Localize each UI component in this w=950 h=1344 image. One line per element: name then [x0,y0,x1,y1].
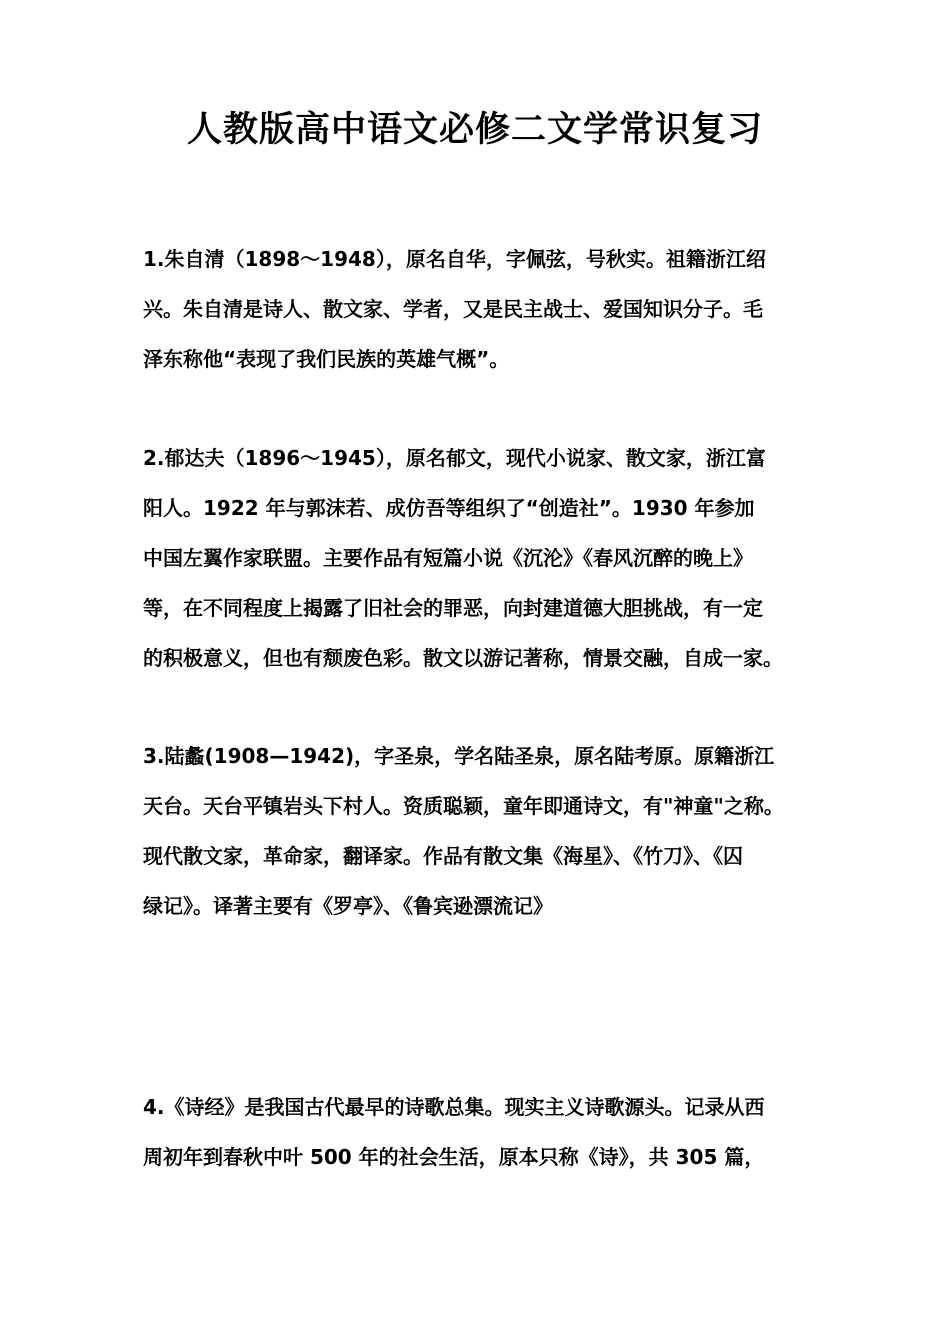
paragraph-line: 中国左翼作家联盟。主要作品有短篇小说《沉沦》《春风沉醉的晚上》 [143,546,753,570]
paragraph-line: 兴。朱自清是诗人、散文家、学者，又是民主战士、爱国知识分子。毛 [143,297,763,321]
paragraph-line: 天台。天台平镇岩头下村人。资质聪颖，童年即通诗文，有"神童"之称。 [143,794,784,818]
paragraph-line: 泽东称他“表现了我们民族的英雄气概”。 [143,347,510,371]
paragraph-line: 等，在不同程度上揭露了旧社会的罪恶，向封建道德大胆挑战，有一定 [143,596,763,620]
paragraph-line: 1.朱自清（1898～1948），原名自华，字佩弦，号秋实。祖籍浙江绍 [143,247,766,271]
paragraph-line: 的积极意义，但也有颓废色彩。散文以游记著称，情景交融，自成一家。 [143,646,783,670]
paragraph-yu-dafu [143,433,809,683]
paragraph-line: 绿记》。译著主要有《罗亭》、《鲁宾逊漂流记》 [143,894,553,918]
paragraph-shijing [143,1082,809,1182]
paragraph-line: 周初年到春秋中叶 500 年的社会生活，原本只称《诗》，共 305 篇， [143,1145,765,1169]
paragraph-line: 3.陆蠡(1908—1942)，字圣泉，学名陆圣泉，原名陆考原。原籍浙江 [143,744,775,768]
paragraph-line: 阳人。1922 年与郭沫若、成仿吾等组织了“创造社”。1930 年参加 [143,496,755,520]
paragraph-line: 2.郁达夫（1896～1945），原名郁文，现代小说家、散文家，浙江富 [143,446,766,470]
paragraph-line: 现代散文家，革命家，翻译家。作品有散文集《海星》、《竹刀》、《囚 [143,844,743,868]
paragraph-line: 4.《诗经》是我国古代最早的诗歌总集。现实主义诗歌源头。记录从西 [143,1095,765,1119]
document-title: 人教版高中语文必修二文学常识复习 [186,110,763,150]
paragraph-zhu-ziqing [143,234,809,384]
paragraph-lu-li [143,731,809,931]
